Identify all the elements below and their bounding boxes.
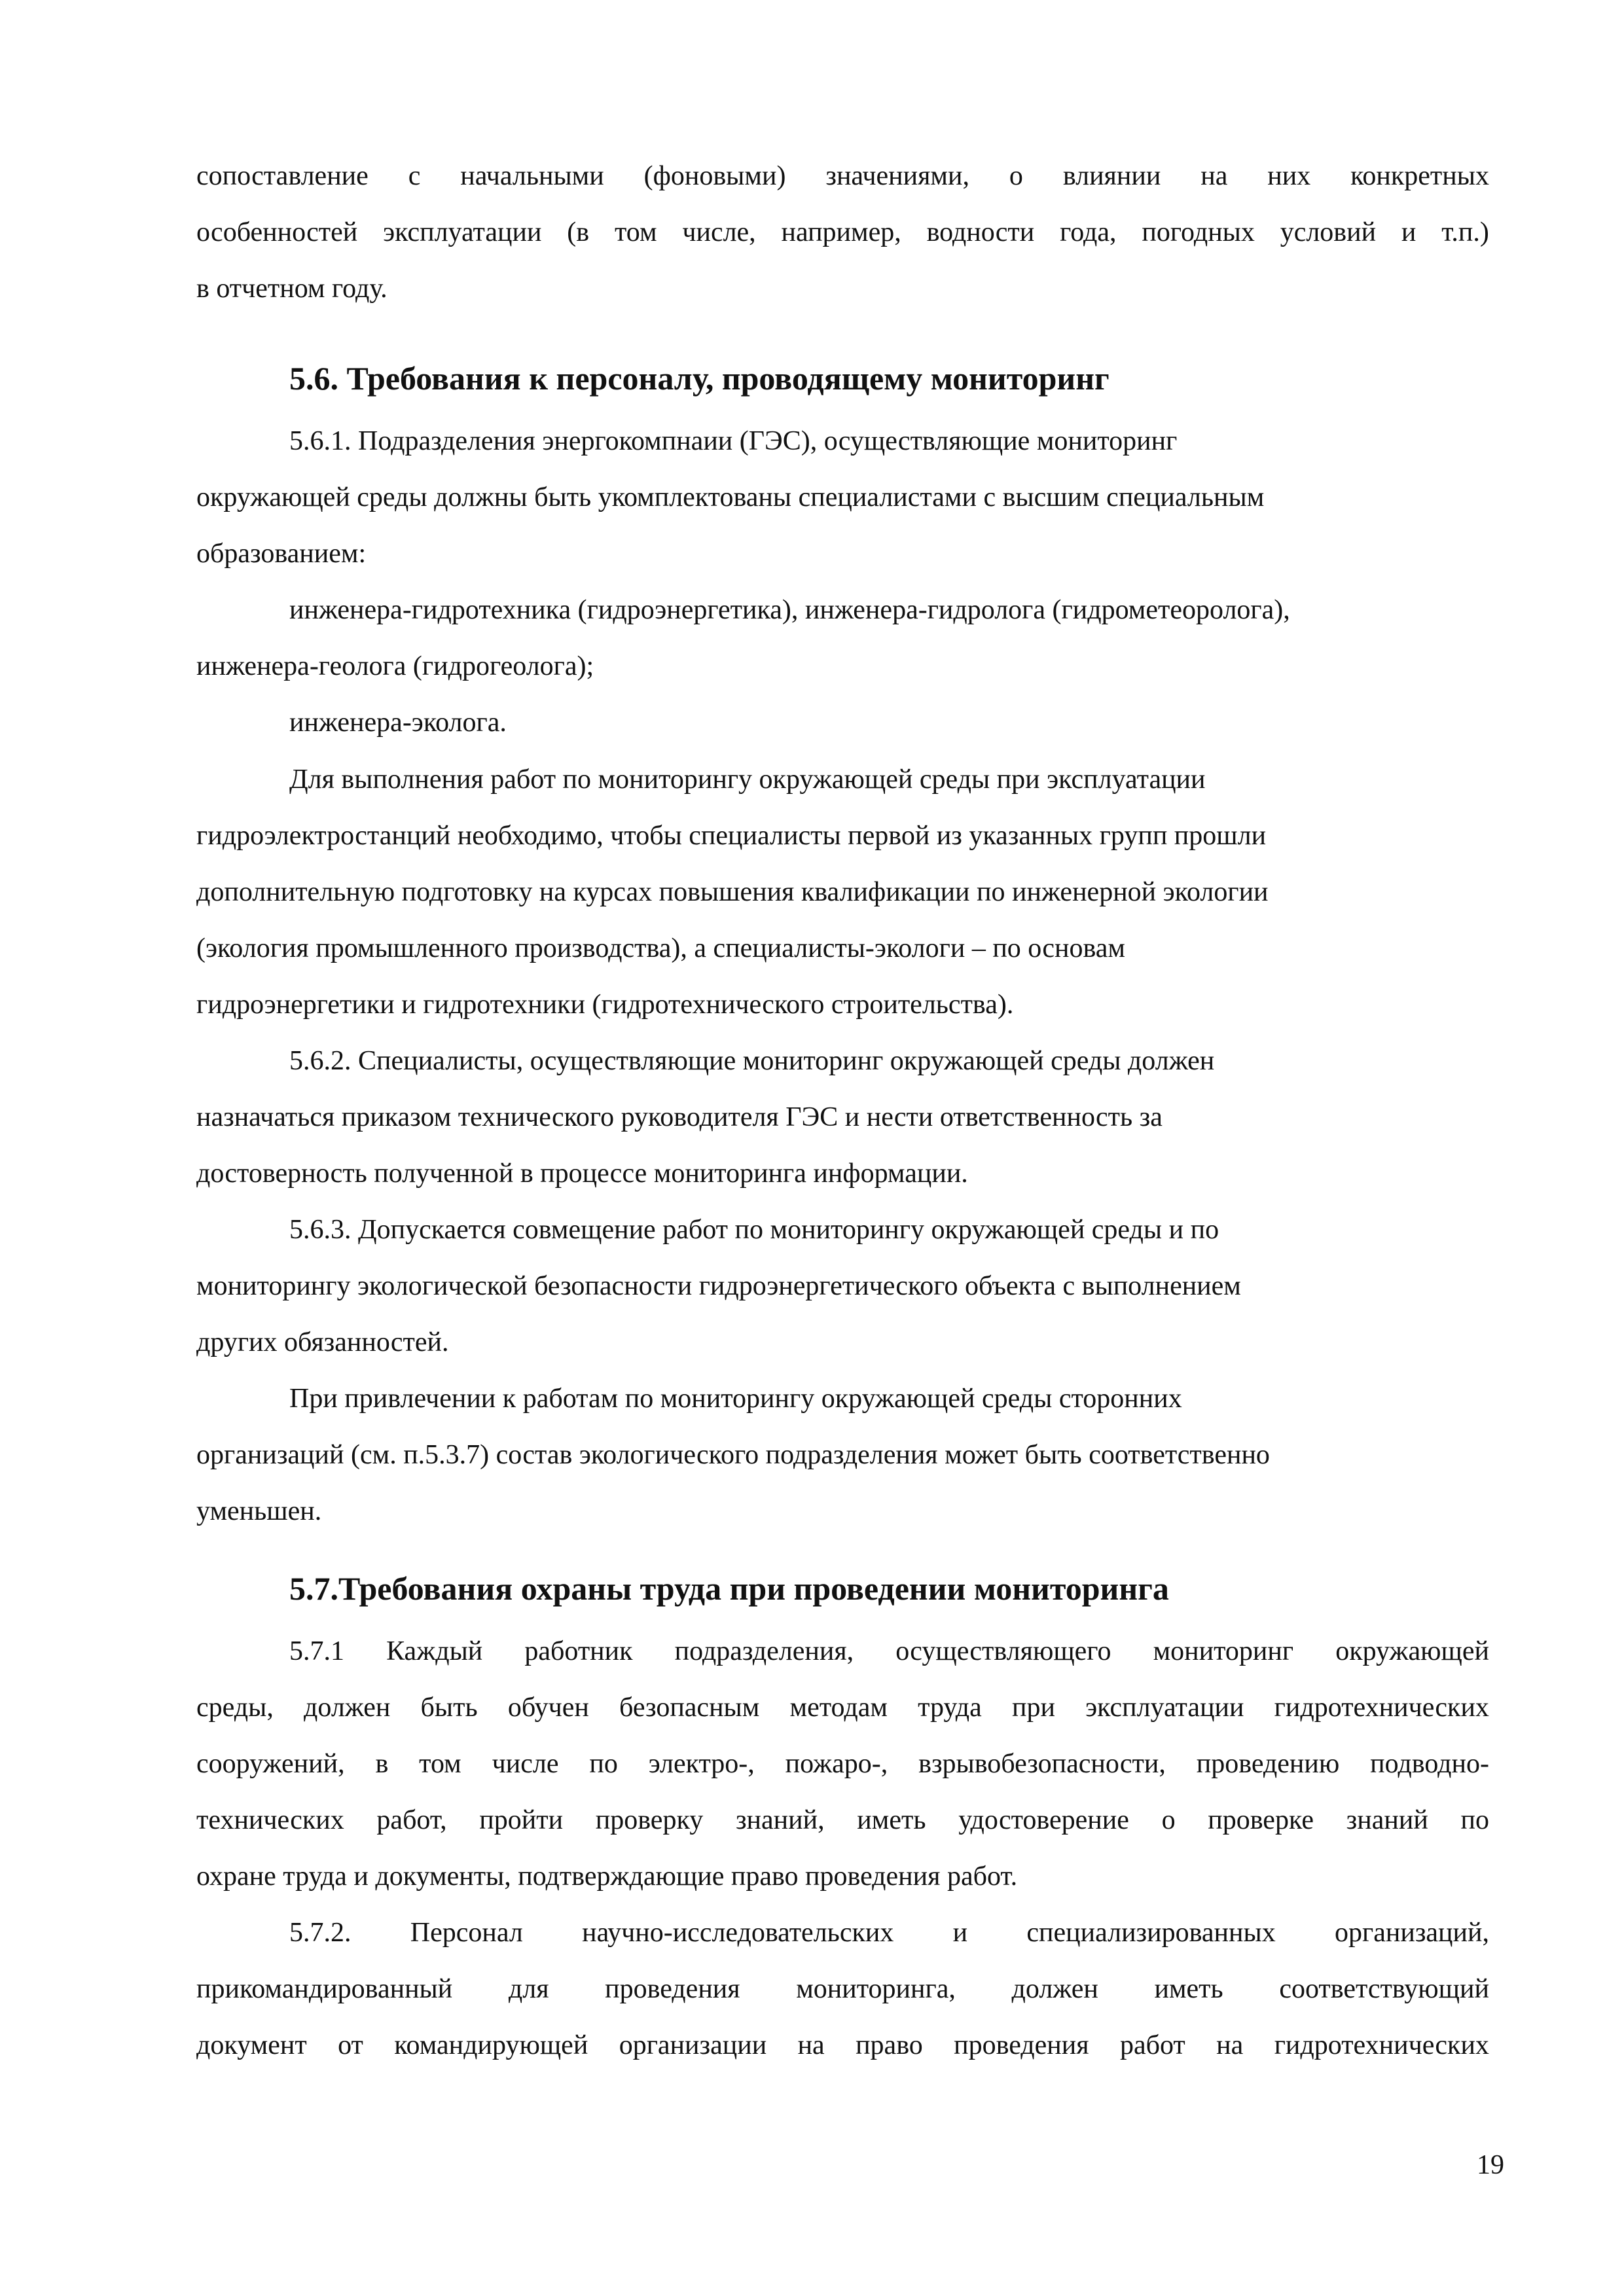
clause-5-7-1-line-4: технических работ, пройти проверку знаний, иметь удостоверение о проверке знаний по (196, 1805, 1489, 1835)
list-item-2: инженера-эколога. (289, 708, 507, 738)
clause-5-6-1-line-2: окружающей среды должны быть укомплектованы специалистами с высшим специальным (196, 482, 1265, 512)
heading-5-7: 5.7.Требования охраны труда при проведении мониторинга (289, 1570, 1169, 1607)
para-outsourcing-line-1: При привлечении к работам по мониторингу окружающей среды сторонних (289, 1384, 1182, 1414)
para-continuation-line-2: особенностей эксплуатации (в том числе, например, водности года, погодных условий и т.п.) (196, 217, 1489, 247)
list-item-1-line-1: инженера-гидротехника (гидроэнергетика), инженера-гидролога (гидрометеоролога), (289, 595, 1290, 625)
clause-5-6-2-line-2: назначаться приказом технического руководителя ГЭС и нести ответственность за (196, 1102, 1163, 1132)
clause-5-6-2-line-3: достоверность полученной в процессе мониторинга информации. (196, 1158, 968, 1189)
clause-5-6-3-line-1: 5.6.3. Допускается совмещение работ по мониторингу окружающей среды и по (289, 1215, 1219, 1245)
clause-5-6-3-line-3: других обязанностей. (196, 1327, 449, 1357)
para-training-line-2: гидроэлектростанций необходимо, чтобы специалисты первой из указанных групп прошли (196, 821, 1267, 851)
para-training-line-1: Для выполнения работ по мониторингу окружающей среды при эксплуатации (289, 764, 1206, 795)
clause-5-7-1-line-1: 5.7.1 Каждый работник подразделения, осуществляющего мониторинг окружающей (289, 1636, 1489, 1666)
para-training-line-3: дополнительную подготовку на курсах повышения квалификации по инженерной экологии (196, 877, 1269, 907)
para-outsourcing-line-3: уменьшен. (196, 1496, 322, 1526)
clause-5-6-1-line-1: 5.6.1. Подразделения энергокомпнаии (ГЭС), осуществляющие мониторинг (289, 426, 1178, 456)
page-number: 19 (1477, 2150, 1504, 2180)
list-item-1-line-2: инженера-геолога (гидрогеолога); (196, 651, 594, 681)
clause-5-7-1-line-5: охране труда и документы, подтверждающие право проведения работ. (196, 1861, 1018, 1892)
clause-5-6-3-line-2: мониторингу экологической безопасности гидроэнергетического объекта с выполнением (196, 1271, 1241, 1301)
clause-5-7-1-line-2: среды, должен быть обучен безопасным методам труда при эксплуатации гидротехнических (196, 1693, 1489, 1723)
clause-5-7-2-line-1: 5.7.2. Персонал научно-исследовательских и специализированных организаций, (289, 1918, 1489, 1948)
clause-5-7-2-line-2: прикомандированный для проведения мониторинга, должен иметь соответствующий (196, 1974, 1489, 2004)
heading-5-6: 5.6. Требования к персоналу, проводящему мониторинг (289, 360, 1110, 397)
para-training-line-4: (экология промышленного производства), а специалисты-экологи – по основам (196, 933, 1125, 963)
para-training-line-5: гидроэнергетики и гидротехники (гидротехнического строительства). (196, 990, 1014, 1020)
clause-5-6-1-line-3: образованием: (196, 539, 367, 569)
clause-5-6-2-line-1: 5.6.2. Специалисты, осуществляющие мониторинг окружающей среды должен (289, 1046, 1215, 1076)
clause-5-7-1-line-3: сооружений, в том числе по электро-, пожаро-, взрывобезопасности, проведению подводно- (196, 1749, 1489, 1779)
para-continuation-line-1: сопоставление с начальными (фоновыми) значениями, о влиянии на них конкретных (196, 161, 1489, 191)
para-continuation-line-3: в отчетном году. (196, 274, 388, 304)
para-outsourcing-line-2: организаций (см. п.5.3.7) состав экологического подразделения может быть соответственно (196, 1440, 1270, 1470)
clause-5-7-2-line-3: документ от командирующей организации на право проведения работ на гидротехнических (196, 2030, 1489, 2060)
